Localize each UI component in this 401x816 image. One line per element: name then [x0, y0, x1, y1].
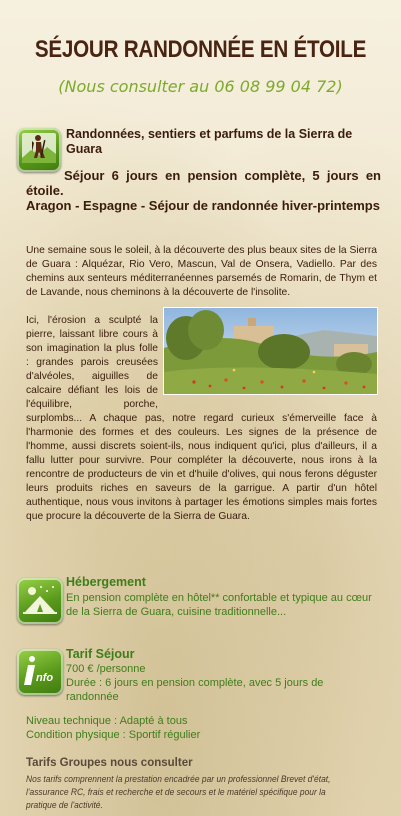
landscape-photo	[164, 308, 377, 394]
hebergement-title: Hébergement	[66, 575, 146, 589]
tarif-title: Tarif Séjour	[66, 647, 135, 661]
pricing-disclaimer: Nos tarifs comprennent la prestation encadrée par un professionnel Brevet d'état, l'assurance RC, frais et recherche et de secours et le matériel spécifique pour la pratique de l'activité.	[26, 774, 331, 810]
svg-text:nfo: nfo	[36, 672, 54, 684]
hebergement-text: En pension complète en hôtel** confortable et typique au cœur de la Sierra de Guara, cuisine traditionnelle...	[66, 592, 372, 618]
physical-condition: Condition physique : Sportif régulier	[26, 729, 201, 741]
description	[26, 244, 377, 524]
intro-duration: Séjour 6 jours en pension complète, 5 jours en étoile.	[26, 168, 381, 198]
intro-location: Aragon - Espagne - Séjour de randonnée hiver-printemps	[26, 198, 380, 213]
intro-heading: Randonnées, sentiers et parfums de la Sierra de Guara	[66, 127, 353, 156]
description-paragraph	[26, 244, 377, 300]
description-text-1: Une semaine sous le soleil, à la découverte des plus beaux sites de la Sierra de Guara : Alquézar, Rio Vero, Mascun, Val de Onsera, Vadiello. Par des chemins aux senteurs méditerranéennes parsemés de Romarin, de Thym et de Lavande, nous cheminons à la découverte de l'insolite.	[26, 245, 377, 298]
tarif-price: 700 € /personne	[66, 663, 146, 675]
description-text-2: Ici, l'érosion a sculpté la pierre, laissant libre cours à son imagination la plus folle : grandes parois creusées d'alvéoles, aiguilles de calcaire défiant les lois de l'équilibre, porche, surplombs... A chaque pas, notre regard curieux s'émerveille face à l'harmonie des formes et des couleurs. Les signes de la présence de l'homme, aussi discrets soient-ils, nous indiquent qu'ici, plus d'ailleurs, il a fallu lutter pour survivre. Pour compléter la découverte, nous irons à la rencontre de producteurs de vin et d'huile d'olives, qui nous ferons déguster leurs produits riches en saveurs de la garrigue. A partir d'un hôtel authentique, nous vous invitons à partager les émotions simples mais fortes que procure la découverte de la Sierra de Guara.	[26, 315, 377, 522]
hiker-icon	[17, 128, 61, 172]
tarif-duration: Durée : 6 jours en pension complète, avec 5 jours de randonnée	[66, 677, 324, 703]
technical-level: Niveau technique : Adapté à tous	[26, 715, 188, 727]
info-icon	[17, 649, 63, 695]
group-rates-title: Tarifs Groupes nous consulter	[26, 757, 193, 769]
tent-icon	[17, 578, 63, 624]
page-title: SÉJOUR RANDONNÉE EN ÉTOILE	[34, 36, 367, 63]
phone-subtitle: (Nous consulter au 06 08 99 04 72)	[58, 77, 343, 96]
